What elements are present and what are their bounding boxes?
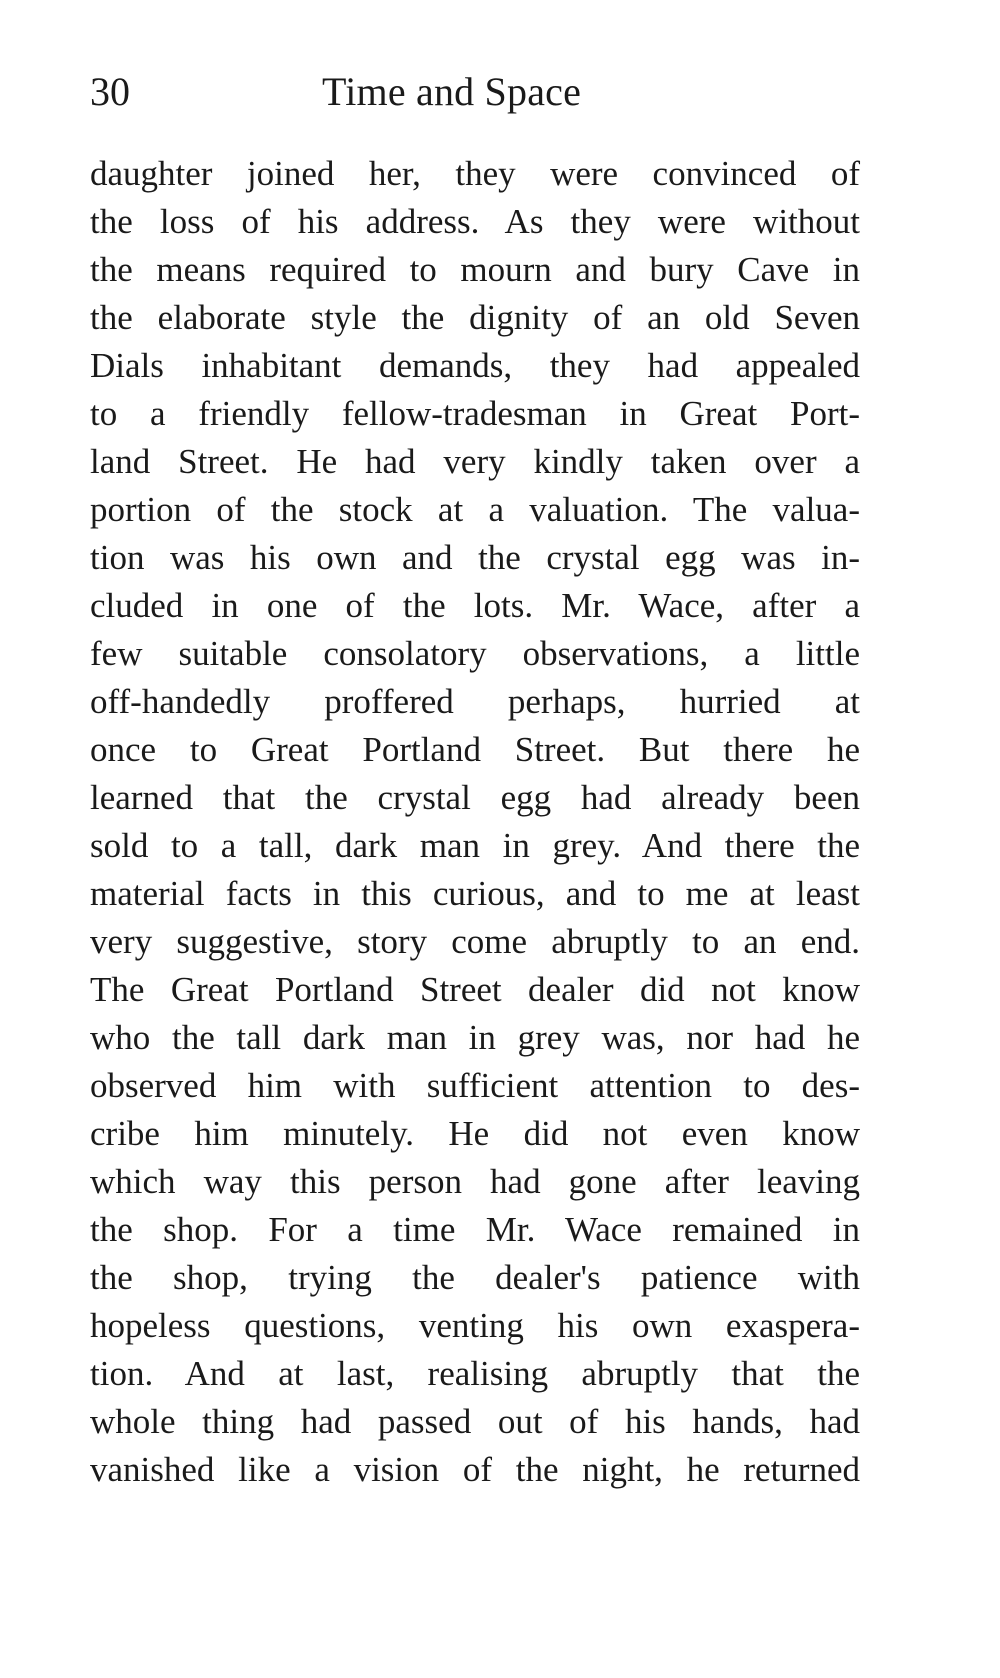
text-line: once to Great Portland Street. But there he: [90, 730, 860, 769]
text-line: the loss of his address. As they were without: [90, 202, 860, 241]
text-line: the shop. For a time Mr. Wace remained in: [90, 1210, 860, 1249]
text-line: sold to a tall, dark man in grey. And there the: [90, 826, 860, 865]
page-number: 30: [90, 69, 130, 114]
text-line: cluded in one of the lots. Mr. Wace, after a: [90, 586, 860, 625]
text-line: the elaborate style the dignity of an old Seven: [90, 298, 860, 337]
text-line: portion of the stock at a valuation. The valua-: [90, 490, 860, 529]
text-line: off-handedly proffered perhaps, hurried at: [90, 682, 860, 721]
body-text: [90, 150, 860, 1494]
text-line: learned that the crystal egg had already been: [90, 778, 860, 817]
text-line: to a friendly fellow-tradesman in Great Port-: [90, 394, 860, 433]
text-line: who the tall dark man in grey was, nor had he: [90, 1018, 860, 1057]
text-line: tion was his own and the crystal egg was in-: [90, 538, 860, 577]
text-line: which way this person had gone after leaving: [90, 1162, 860, 1201]
text-line: few suitable consolatory observations, a little: [90, 634, 860, 673]
text-line: whole thing had passed out of his hands, had: [90, 1402, 860, 1441]
text-line: observed him with sufficient attention to des-: [90, 1066, 860, 1105]
text-line: Dials inhabitant demands, they had appealed: [90, 346, 860, 385]
text-line: The Great Portland Street dealer did not know: [90, 970, 860, 1009]
text-line: vanished like a vision of the night, he returned: [90, 1450, 860, 1489]
text-line: daughter joined her, they were convinced of: [90, 154, 860, 193]
running-title: Time and Space: [322, 69, 582, 114]
text-line: land Street. He had very kindly taken over a: [90, 442, 860, 481]
text-line: hopeless questions, venting his own exaspera-: [90, 1306, 860, 1345]
text-line: very suggestive, story come abruptly to an end.: [90, 922, 860, 961]
text-line: cribe him minutely. He did not even know: [90, 1114, 860, 1153]
text-line: tion. And at last, realising abruptly that the: [90, 1354, 860, 1393]
text-line: the means required to mourn and bury Cave in: [90, 250, 860, 289]
text-line: material facts in this curious, and to me at least: [90, 874, 860, 913]
text-line: the shop, trying the dealer's patience with: [90, 1258, 860, 1297]
running-head: [90, 62, 860, 122]
